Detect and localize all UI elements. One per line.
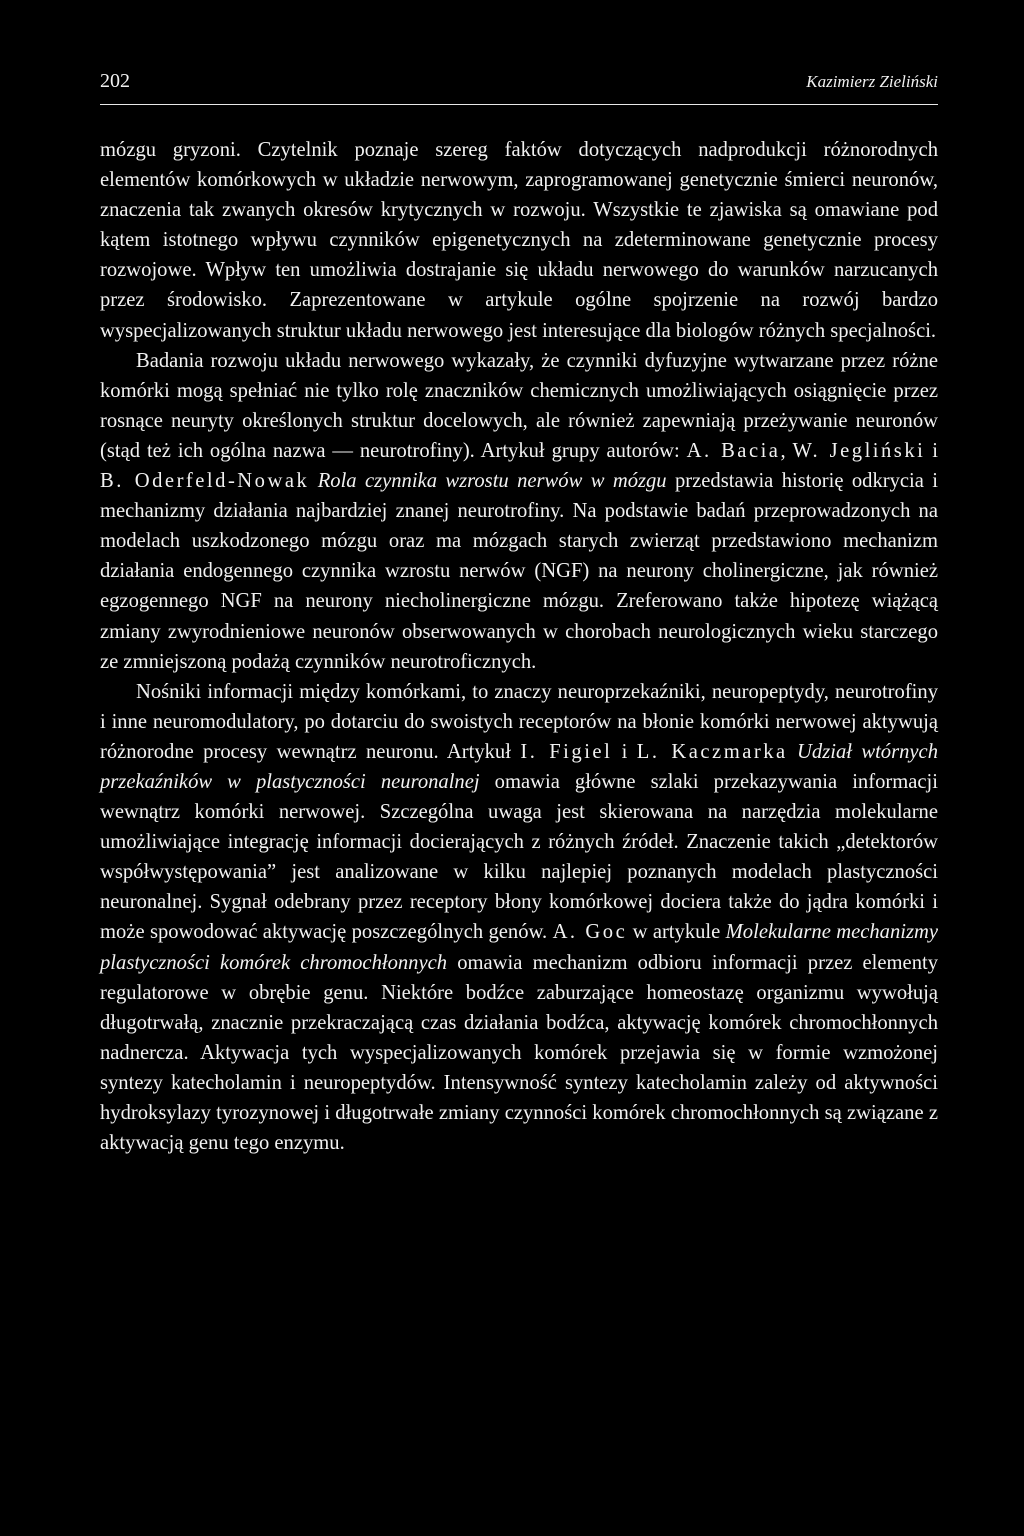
separator bbox=[788, 741, 797, 763]
paragraph-3-text-2: omawia główne szlaki przekazywania informacji wewnątrz komórki nerwowej. Szczególna uwaga jest skierowana na narzędzia molekularne umożliwiające integrację informacji docierających z różnych źródeł. Znaczenie takich „detektorów współwystępowania” jest analizowane w kilku najlepiej poznanych modelach plastyczności neuronalnej. Sygnał odebrany przez receptory błony komórkowej dociera także do jądra komórki i może spowodować aktywację poszczególnych genów. bbox=[100, 770, 938, 944]
author-name: A. Bacia bbox=[686, 439, 781, 462]
paragraph-3-text-1: Nośniki informacji między komórkami, to znaczy neuroprzekaźniki, neuropeptydy, neurotrofiny i inne neuromodulatory, po dotarciu do swoistych receptorów na błonie komórki nerwowej aktywują różnorodne procesy wewnątrz neuronu. Artykuł bbox=[100, 680, 938, 763]
book-page bbox=[100, 70, 938, 1158]
page-number: 202 bbox=[100, 70, 130, 92]
author-name: L. Kaczmarka bbox=[636, 740, 788, 763]
page-header bbox=[100, 70, 938, 105]
paragraph-3 bbox=[100, 677, 938, 1159]
paragraph-2-text-1: Badania rozwoju układu nerwowego wykazały, że czynniki dyfuzyjne wytwarzane przez różne komórki mogą spełniać nie tylko rolę znaczników chemicznych umożliwiających osiągnięcie przez rosnące neuryty określonych struktur docelowych, ale również zapewniają przeżywanie neuronów (stąd też ich ogólna nazwa — neurotrofiny). Artykuł grupy autorów: bbox=[100, 349, 938, 462]
paragraph-3-text-3: w artykule bbox=[627, 921, 726, 944]
separator bbox=[309, 470, 317, 492]
author-name: B. Oderfeld-Nowak bbox=[100, 470, 310, 493]
paragraph-1 bbox=[100, 135, 938, 346]
article-title: Rola czynnika wzrostu nerwów w mózgu bbox=[317, 470, 667, 493]
article-title: Udział wtórnych przekaźników w plastyczności neuronalnej bbox=[100, 740, 938, 793]
author-name: A. Goc bbox=[552, 921, 628, 944]
article-title: Molekularne mechanizmy plastyczności komórek chromochłonnych bbox=[100, 921, 938, 974]
separator: , bbox=[780, 439, 793, 462]
author-name: I. Figiel bbox=[520, 740, 613, 763]
paragraph-3-text-4: omawia mechanizm odbioru informacji przez elementy regulatorowe w obrębie genu. Niektóre bodźce zaburzające homeostazę organizmu wywołują długotrwałą, znacznie przekraczającą czas działania bodźca, aktywację komórek chromochłonnych nadnercza. Aktywacja tych wyspecjalizowanych komórek przejawia się w formie wzmożonej syntezy katecholamin i neuropeptydów. Intensywność syntezy katecholamin zależy od aktywności hydroksylazy tyrozynowej i długotrwałe zmiany czynności komórek chromochłonnych są związane z aktywacją genu tego enzymu. bbox=[100, 951, 939, 1155]
paragraph-2-text-2: przedstawia historię odkrycia i mechanizmy działania najbardziej znanej neurotrofiny. Na podstawie badań przeprowadzonych na modelach uszkodzonego mózgu oraz ma mózgach starych zwierząt przedstawiono mechanizm działania endogennego czynnika wzrostu nerwów (NGF) na neurony cholinergiczne, jak również egzogennego NGF na neurony niecholinergiczne mózgu. Zreferowano także hipotezę wiążącą zmiany zwyrodnieniowe neuronów obserwowanych w chorobach neurologicznych wieku starczego ze zmniejszoną podażą czynników neurotroficznych. bbox=[100, 470, 938, 673]
paragraph-1-text: mózgu gryzoni. Czytelnik poznaje szereg faktów dotyczących nadprodukcji różnorodnych elementów komórkowych w układzie nerwowym, zaprogramowanej genetycznie śmierci neuronów, znaczenia tak zwanych okresów krytycznych w rozwoju. Wszystkie te zjawiska są omawiane pod kątem istotnego wpływu czynników epigenetycznych na zdeterminowane genetycznie procesy rozwojowe. Wpływ ten umożliwia dostrajanie się układu nerwowego do warunków narzucanych przez środowisko. Zaprezentowane w artykule ogólne spojrzenie na rozwój bardzo wyspecjalizowanych struktur układu nerwowego jest interesujące dla biologów różnych specjalności. bbox=[100, 139, 938, 342]
running-head-author: Kazimierz Zieliński bbox=[806, 72, 938, 91]
conjunction: i bbox=[925, 439, 938, 462]
conjunction: i bbox=[612, 740, 637, 763]
paragraph-2 bbox=[100, 346, 938, 677]
body-text bbox=[100, 135, 938, 1158]
author-name: W. Jegliński bbox=[792, 439, 926, 462]
